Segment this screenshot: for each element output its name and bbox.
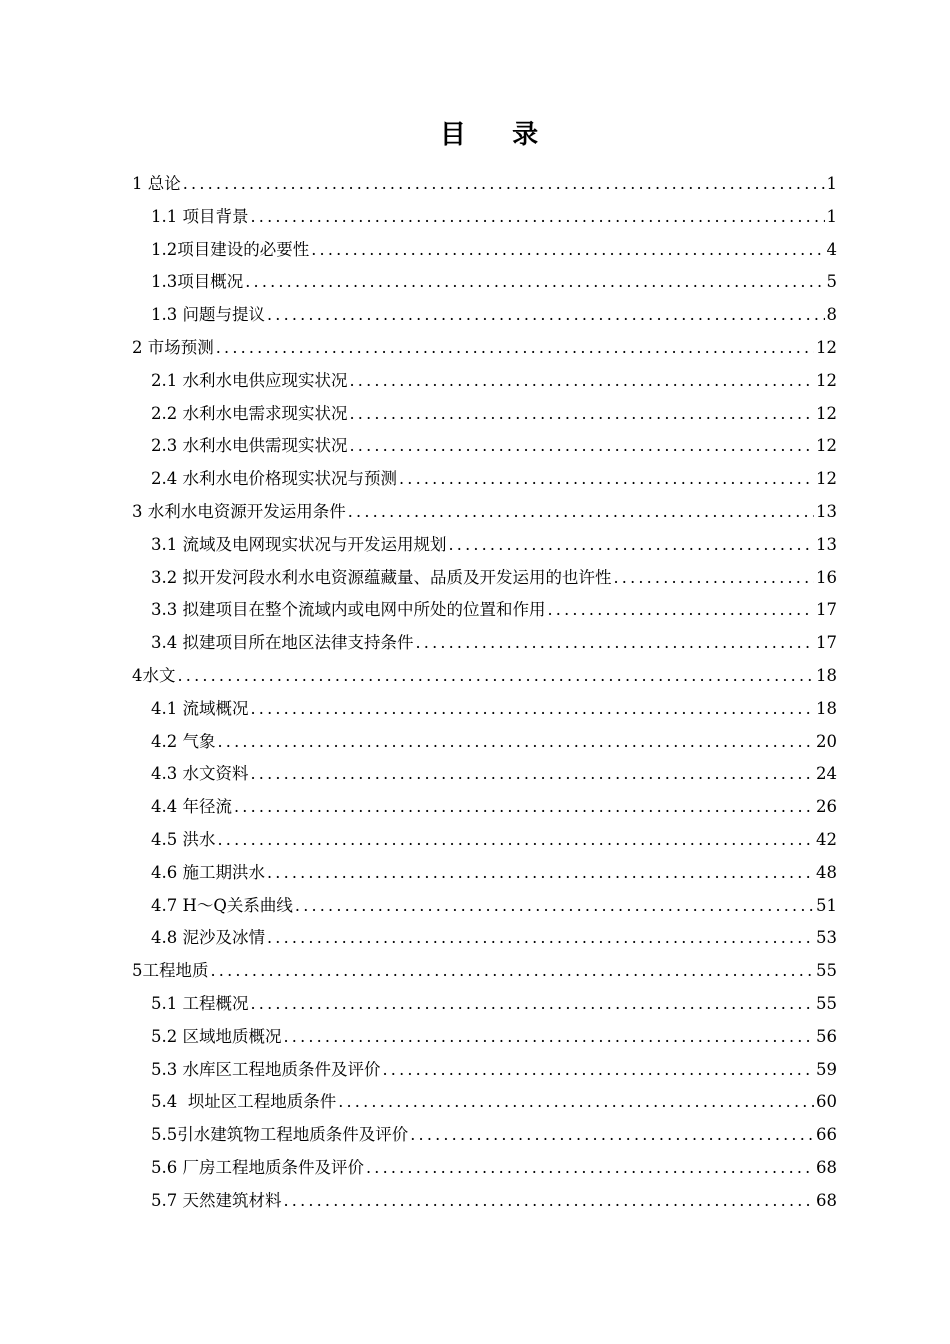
toc-entry[interactable] [132,430,837,463]
dot-leader [251,693,815,726]
toc-entry[interactable] [132,824,837,857]
toc-entry[interactable] [132,299,837,332]
toc-entry-page-number: 5 [826,272,837,292]
toc-entry-label: 2.3 水利水电供需现实状况 [151,436,348,456]
toc-entry-label: 4.1 流域概况 [151,698,249,718]
toc-entry-page-number: 68 [816,1190,837,1210]
toc-entry[interactable] [132,693,837,726]
toc-entry[interactable] [132,758,837,791]
dot-leader [267,922,814,955]
toc-entry-label: 5.5引水建筑物工程地质条件及评价 [151,1125,409,1145]
toc-entry[interactable] [132,988,837,1021]
toc-entry[interactable] [132,791,837,824]
toc-entry-page-number: 1 [826,174,837,193]
dot-leader [211,955,815,988]
toc-entry[interactable] [132,201,837,234]
dot-leader [218,726,815,759]
toc-entry[interactable] [132,627,837,660]
toc-entry-page-number: 12 [816,337,837,357]
toc-entry-label: 3.3 拟建项目在整个流域内或电网中所处的位置和作用 [151,600,546,620]
toc-entry-label: 5.3 水库区工程地质条件及评价 [151,1059,381,1079]
toc-entry-label: 3.1 流域及电网现实状况与开发运用规划 [151,534,447,554]
toc-entry[interactable] [132,922,837,955]
dot-leader [251,988,815,1021]
toc-entry[interactable] [132,890,837,923]
toc-entry-page-number: 12 [816,436,837,456]
dot-leader [295,890,814,923]
toc-entry-page-number: 51 [816,895,837,915]
dot-leader [348,496,814,529]
toc-entry-page-number: 55 [816,993,837,1013]
dot-leader [338,1086,814,1119]
toc-entry[interactable] [132,562,837,595]
toc-entry-label: 4.3 水文资料 [151,764,249,784]
toc-entry-label: 4.2 气象 [151,731,216,751]
dot-leader [216,332,814,365]
dot-leader [350,365,815,398]
dot-leader [218,824,815,857]
toc-entry-page-number: 48 [816,862,837,882]
toc-entry-page-number: 68 [816,1157,837,1177]
dot-leader [416,627,815,660]
toc-entry-label: 4水文 [132,665,176,685]
dot-leader [366,1152,814,1185]
toc-entry-label: 4.8 泥沙及冰情 [151,928,265,948]
toc-entry-page-number: 55 [816,961,837,981]
dot-leader [284,1185,815,1218]
toc-entry[interactable] [132,726,837,759]
toc-entry[interactable] [132,365,837,398]
toc-entry-page-number: 66 [816,1125,837,1145]
toc-entry-label: 4.5 洪水 [151,829,216,849]
toc-entry-label: 5.1 工程概况 [151,993,249,1013]
toc-entry-page-number: 12 [816,403,837,423]
toc-entry-label: 5.7 天然建筑材料 [151,1190,282,1210]
toc-entry-label: 2 市场预测 [132,337,214,357]
toc-entry[interactable] [132,1021,837,1054]
toc-entry-label: 1.1 项目背景 [151,206,249,226]
toc-entry-label: 5.4 坝址区工程地质条件 [151,1092,337,1112]
toc-entry[interactable] [132,857,837,890]
toc-entry-label: 4.4 年径流 [151,797,232,817]
toc-entry[interactable] [132,1185,837,1218]
toc-entry-page-number: 20 [816,731,837,751]
dot-leader [178,660,815,693]
dot-leader [245,266,824,299]
toc-title: 目 录 [439,120,541,150]
toc-entry[interactable] [132,398,837,431]
toc-entry[interactable] [132,234,837,267]
toc-entry[interactable] [132,463,837,496]
toc-entry-page-number: 17 [816,633,837,653]
toc-entry-label: 2.2 水利水电需求现实状况 [151,403,348,423]
toc-entry[interactable] [132,1054,837,1087]
toc-entry-page-number: 4 [826,239,837,259]
toc-entry[interactable] [132,594,837,627]
toc-entry-page-number: 18 [816,698,837,718]
toc-entry-page-number: 53 [816,928,837,948]
dot-leader [399,463,814,496]
toc-entry-label: 1.3 问题与提议 [151,305,265,325]
toc-entry-page-number: 1 [826,206,837,226]
toc-entry[interactable] [132,1152,837,1185]
toc-entry[interactable] [132,168,837,201]
dot-leader [267,299,825,332]
toc-entry-page-number: 8 [826,305,837,325]
toc-entry-page-number: 16 [816,567,837,587]
toc-entry-label: 5工程地质 [132,961,209,981]
toc-entry[interactable] [132,1119,837,1152]
toc-entry-label: 1 总论 [132,174,181,193]
dot-leader [251,201,825,234]
toc-entry-label: 4.6 施工期洪水 [151,862,265,882]
toc-entry-label: 4.7 H～Q关系曲线 [151,895,293,915]
toc-entry[interactable] [132,660,837,693]
toc-entry-page-number: 60 [816,1092,837,1112]
toc-entry-page-number: 17 [816,600,837,620]
dot-leader [234,791,814,824]
toc-entry[interactable] [132,955,837,988]
toc-entry[interactable] [132,266,837,299]
toc-entry-page-number: 12 [816,370,837,390]
toc-entry-label: 5.2 区域地质概况 [151,1026,282,1046]
toc-list [132,168,837,1218]
toc-entry[interactable] [132,332,837,365]
toc-entry-label: 2.4 水利水电价格现实状况与预测 [151,469,397,489]
toc-entry-label: 1.3项目概况 [151,272,244,292]
toc-entry[interactable] [132,496,837,529]
dot-leader [350,398,815,431]
dot-leader [350,430,815,463]
toc-entry-page-number: 13 [816,534,837,554]
dot-leader [311,234,824,267]
toc-entry-page-number: 42 [816,829,837,849]
toc-entry-page-number: 26 [816,797,837,817]
toc-entry-label: 3.4 拟建项目所在地区法律支持条件 [151,633,414,653]
toc-entry[interactable] [132,1086,837,1119]
toc-entry-page-number: 12 [816,469,837,489]
dot-leader [251,758,815,791]
dot-leader [449,529,815,562]
toc-entry-label: 5.6 厂房工程地质条件及评价 [151,1157,364,1177]
dot-leader [614,562,815,595]
toc-entry[interactable] [132,529,837,562]
toc-entry-page-number: 13 [816,501,837,521]
dot-leader [383,1054,815,1087]
toc-entry-label: 3.2 拟开发河段水利水电资源蕴藏量、品质及开发运用的也许性 [151,567,612,587]
toc-entry-label: 1.2项目建设的必要性 [151,239,310,259]
dot-leader [410,1119,814,1152]
dot-leader [284,1021,815,1054]
dot-leader [267,857,814,890]
toc-entry-page-number: 24 [816,764,837,784]
dot-leader [183,168,825,201]
dot-leader [548,594,815,627]
toc-entry-label: 3 水利水电资源开发运用条件 [132,501,346,521]
toc-entry-page-number: 59 [816,1059,837,1079]
toc-entry-label: 2.1 水利水电供应现实状况 [151,370,348,390]
toc-entry-page-number: 18 [816,665,837,685]
toc-entry-page-number: 56 [816,1026,837,1046]
